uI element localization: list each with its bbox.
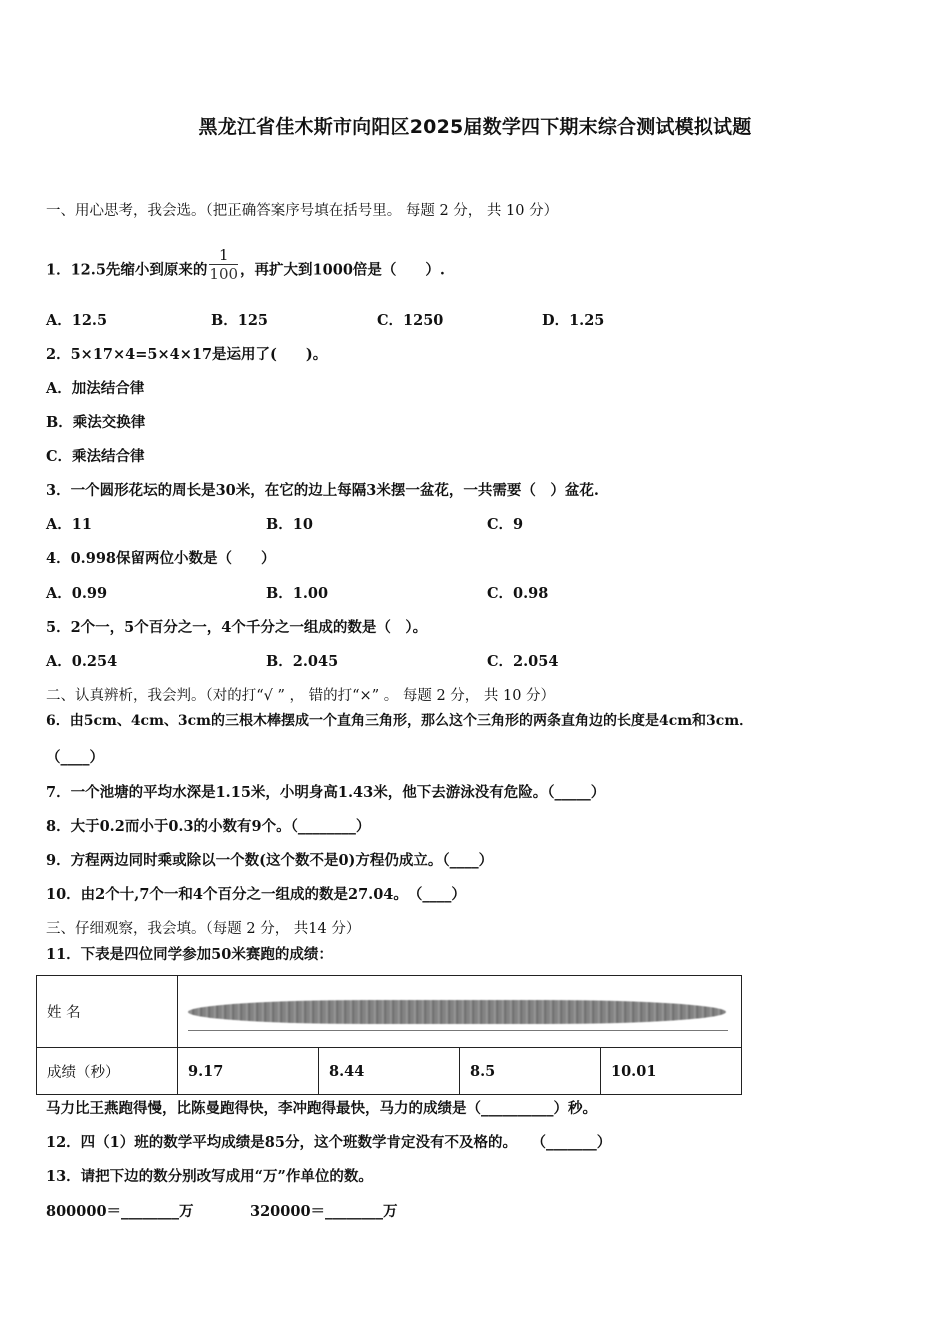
q3-option-b: B．10 <box>266 516 313 533</box>
question-12: 12．四（1）班的数学平均成绩是85分，这个班数学肯定没有不及格的。 （_______） <box>46 1134 612 1151</box>
question-11: 11．下表是四位同学参加50米赛跑的成绩： <box>46 946 333 963</box>
name-header-cell: 姓 名 <box>37 976 178 1048</box>
question-6-blank: （____） <box>46 749 104 766</box>
question-13-part-b: 320000＝________万 <box>250 1203 398 1220</box>
names-cell-obscured <box>178 976 742 1048</box>
table-row <box>37 1048 742 1095</box>
question-1 <box>46 246 445 289</box>
section-2-heading: 二、认真辨析，我会判。（对的打“√ ” ， 错的打“×” 。 每题 2 分， 共 10 分） <box>46 688 556 704</box>
question-13: 13．请把下边的数分别改写成用“万”作单位的数。 <box>46 1168 373 1185</box>
table-row <box>37 976 742 1048</box>
score-header-cell: 成绩（秒） <box>37 1048 178 1095</box>
page-title: 黑龙江省佳木斯市向阳区2025届数学四下期末综合测试模拟试题 <box>198 116 752 138</box>
fraction <box>209 246 238 283</box>
fraction-numerator: 1 <box>209 246 238 265</box>
question-1-suffix: ，再扩大到1000倍是（ ）. <box>240 261 445 279</box>
divider <box>188 1030 728 1031</box>
q3-option-a: A．11 <box>46 516 92 533</box>
q5-option-c: C．2.054 <box>487 653 559 670</box>
q1-option-d: D．1.25 <box>542 312 605 329</box>
section-3-heading: 三、仔细观察，我会填。（每题 2 分， 共14 分） <box>46 921 361 937</box>
score-cell: 10.01 <box>601 1048 742 1095</box>
q1-option-a: A．12.5 <box>46 312 108 329</box>
question-4: 4．0.998保留两位小数是（ ） <box>46 550 276 567</box>
question-6: 6．由5cm、4cm、3cm的三根木棒摆成一个直角三角形，那么这个三角形的两条直角边的长度是4cm和3cm． <box>46 713 754 729</box>
race-results-table <box>36 975 742 1095</box>
question-1-prefix: 1．12.5先缩小到原来的 <box>46 261 208 279</box>
q4-option-a: A．0.99 <box>46 585 108 602</box>
q3-option-c: C．9 <box>487 516 524 533</box>
score-cell: 8.5 <box>460 1048 601 1095</box>
question-8: 8．大于0.2而小于0.3的小数有9个。（________） <box>46 818 371 835</box>
q2-option-a: A．加法结合律 <box>46 380 145 397</box>
q4-option-c: C．0.98 <box>487 585 549 602</box>
question-9: 9．方程两边同时乘或除以一个数(这个数不是0)方程仍成立。（____） <box>46 852 494 869</box>
question-11-followup: 马力比王燕跑得慢，比陈曼跑得快，李冲跑得最快，马力的成绩是（__________）秒。 <box>46 1100 597 1117</box>
fraction-denominator: 100 <box>209 265 239 283</box>
q1-option-c: C．1250 <box>377 312 444 329</box>
question-3: 3．一个圆形花坛的周长是30米，在它的边上每隔3米摆一盆花，一共需要（ ）盆花. <box>46 482 599 499</box>
question-7: 7．一个池塘的平均水深是1.15米，小明身高1.43米，他下去游泳没有危险。（_____） <box>46 784 606 801</box>
q1-option-b: B．125 <box>211 312 269 329</box>
score-cell: 9.17 <box>178 1048 319 1095</box>
question-10: 10．由2个十,7个一和4个百分之一组成的数是27.04。 （____） <box>46 886 466 903</box>
section-1-heading: 一、用心思考，我会选。（把正确答案序号填在括号里。 每题 2 分， 共 10 分） <box>46 203 559 219</box>
q2-option-c: C．乘法结合律 <box>46 448 145 465</box>
score-cell: 8.44 <box>319 1048 460 1095</box>
q5-option-b: B．2.045 <box>266 653 339 670</box>
question-5: 5．2个一，5个百分之一，4个千分之一组成的数是（ ）。 <box>46 619 428 636</box>
q2-option-b: B．乘法交换律 <box>46 414 146 431</box>
q4-option-b: B．1.00 <box>266 585 329 602</box>
question-13-part-a: 800000＝________万 <box>46 1203 194 1220</box>
question-2: 2．5×17×4=5×4×17是运用了( )。 <box>46 346 328 363</box>
q5-option-a: A．0.254 <box>46 653 118 670</box>
smudged-names-image <box>188 1000 726 1024</box>
